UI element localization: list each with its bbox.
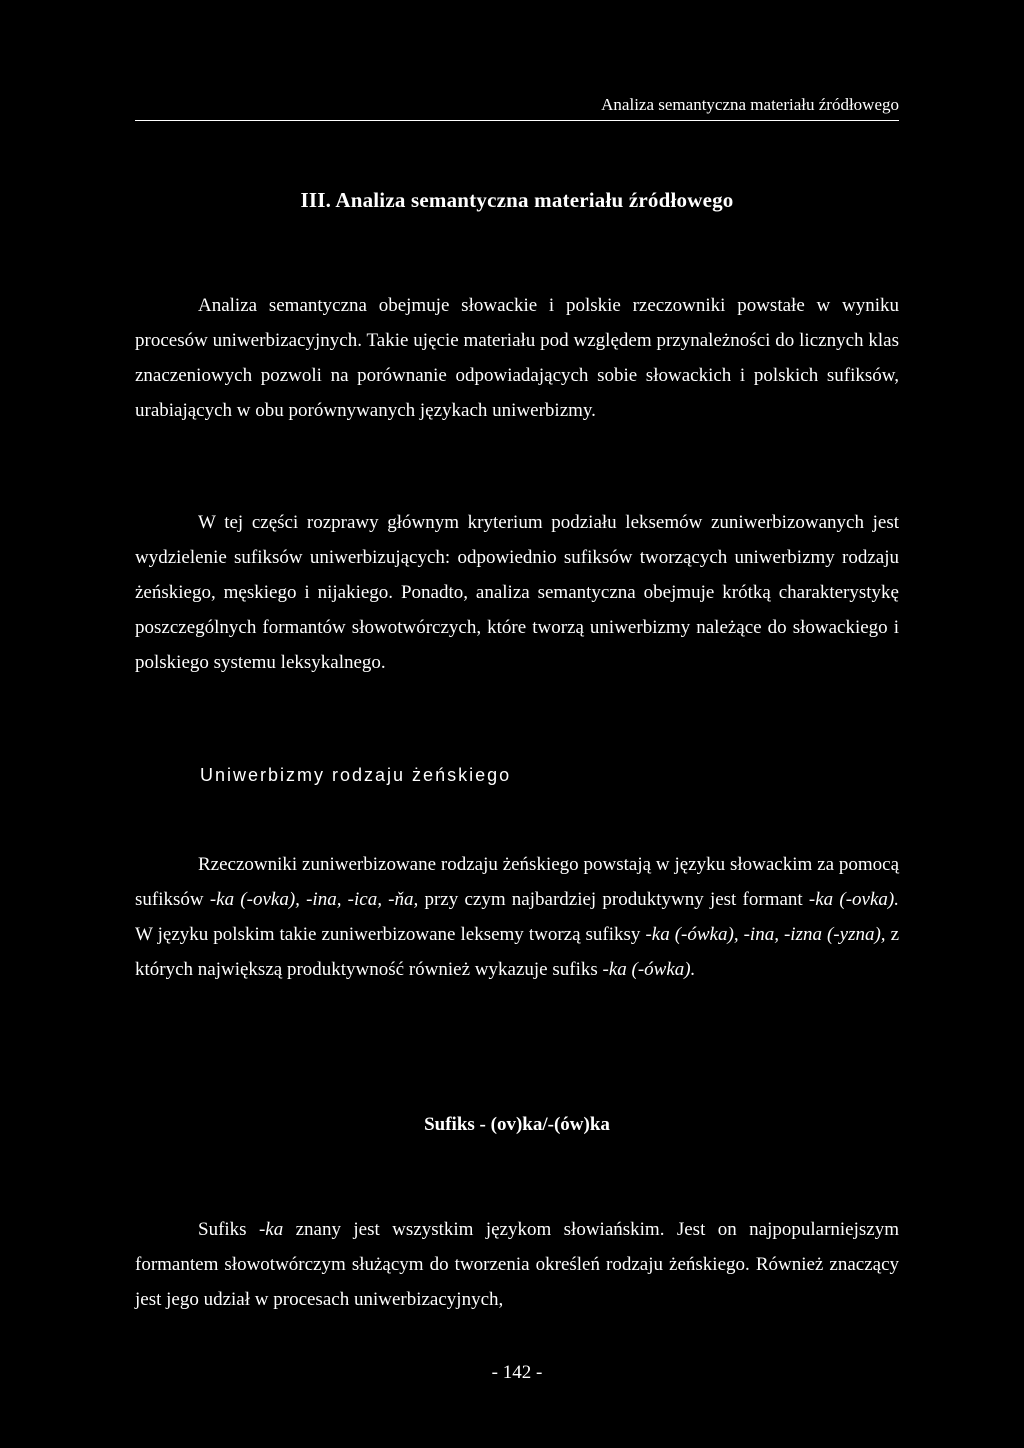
text-run: znany jest wszystkim językom słowiańskim. Jest on najpopularniejszym formantem słowotwórczym służącym do tworzenia określeń rodzaju żeńskiego. Również znaczący jest jego udział w procesach uniwerbizacyjnych, bbox=[135, 1219, 899, 1310]
suffix-term: -ka (-ówka). bbox=[602, 959, 696, 980]
text-run: przy czym najbardziej produktywny jest formant bbox=[418, 889, 809, 910]
suffix-list-pl: -ka (-ówka), -ina, -izna (-yzna), bbox=[645, 924, 886, 945]
text-run: W języku polskim takie zuniwerbizowane leksemy tworzą sufiksy bbox=[135, 924, 646, 945]
subsection-heading: Sufiks - (ov)ka/-(ów)ka bbox=[424, 1114, 610, 1135]
text-run: Rzeczowniki zuniwerbizowane rodzaju żeńskiego powstają w języku słowackim za pomocą sufiksów bbox=[135, 854, 899, 910]
subsection-paragraph bbox=[135, 1212, 899, 1317]
text-run: z których największą produktywność również wykazuje sufiks bbox=[135, 924, 899, 980]
running-header: Analiza semantyczna materiału źródłowego bbox=[601, 95, 899, 114]
section-paragraph bbox=[135, 847, 899, 987]
page-number: - 142 - bbox=[491, 1362, 543, 1383]
suffix-term: -ka (-ovka). bbox=[808, 889, 899, 910]
chapter-title: III. Analiza semantyczna materiału źródłowego bbox=[300, 188, 734, 212]
text-run: Sufiks bbox=[198, 1219, 259, 1240]
section-heading: Uniwerbizmy rodzaju żeńskiego bbox=[200, 765, 512, 785]
suffix-term: -ka bbox=[258, 1219, 284, 1240]
header-rule bbox=[135, 120, 899, 121]
intro-paragraph-1: Analiza semantyczna obejmuje słowackie i polskie rzeczowniki powstałe w wyniku procesów uniwerbizacyjnych. Takie ujęcie materiału pod względem przynależności do licznych klas znaczeniowych pozwoli na porównanie odpowiadających sobie słowackich i polskich sufiksów, urabiających w obu porównywanych językach uniwerbizmy. bbox=[135, 295, 899, 421]
suffix-list-sk: -ka (-ovka), -ina, -ica, -ňa, bbox=[209, 889, 419, 910]
intro-paragraph-2: W tej części rozprawy głównym kryterium podziału leksemów zuniwerbizowanych jest wydzielenie sufiksów uniwerbizujących: odpowiednio sufiksów tworzących uniwerbizmy rodzaju żeńskiego, męskiego i nijakiego. Ponadto, analiza semantyczna obejmuje krótką charakterystykę poszczególnych formantów słowotwórczych, które tworzą uniwerbizmy należące do słowackiego i polskiego systemu leksykalnego. bbox=[135, 512, 899, 673]
